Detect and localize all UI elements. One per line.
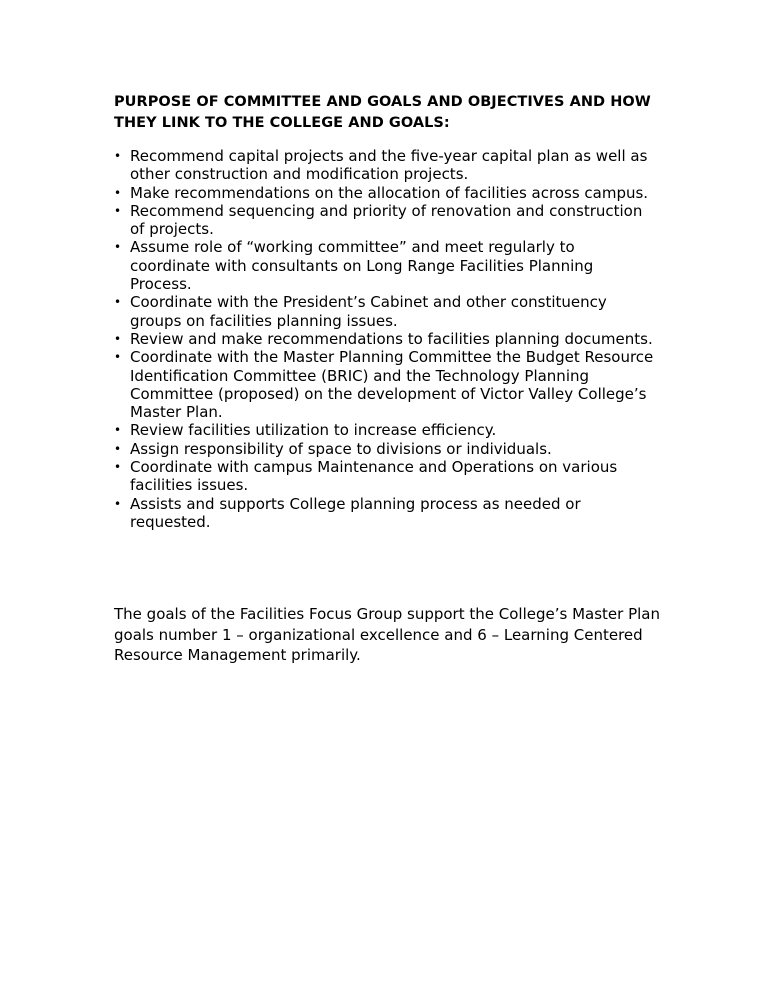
list-item-text: Coordinate with the Master Planning Committee the Budget Resource Identification Committee (BRIC) and the Technology Planning Committee (proposed) on the development of Victor Valley College’s Master Plan.	[130, 348, 654, 422]
list-item-text: Recommend capital projects and the five-year capital plan as well as other construction and modification projects.	[130, 147, 648, 184]
bullet-icon: •	[114, 185, 122, 200]
list-item-text: Review facilities utilization to increase efficiency.	[130, 421, 497, 440]
list-item-text: Assists and supports College planning process as needed or requested.	[130, 494, 581, 531]
bullet-icon: •	[114, 240, 122, 255]
list-item-text: Coordinate with the President’s Cabinet and other constituency groups on facilities planning issues.	[130, 293, 607, 330]
list-item	[114, 238, 654, 293]
bullet-icon: •	[114, 441, 122, 456]
list-item-text: Coordinate with campus Maintenance and Operations on various facilities issues.	[130, 458, 618, 495]
section-heading: PURPOSE OF COMMITTEE AND GOALS AND OBJECTIVES AND HOW THEY LINK TO THE COLLEGE AND GOALS:	[114, 94, 651, 131]
bullet-icon: •	[114, 149, 122, 163]
list-item	[114, 330, 654, 348]
closing-paragraph: The goals of the Facilities Focus Group support the College’s Master Plan goals number 1 – organizational excellence and 6 – Learning Centered Resource Management primarily.	[114, 605, 660, 664]
bullet-icon: •	[114, 203, 122, 218]
bullet-icon: •	[114, 331, 122, 346]
bullet-icon: •	[114, 496, 122, 511]
bullet-icon: •	[114, 423, 122, 438]
list-item	[114, 495, 654, 532]
list-item	[114, 293, 654, 330]
list-item-text: Review and make recommendations to facilities planning documents.	[130, 329, 653, 348]
list-item	[114, 202, 654, 239]
list-item	[114, 184, 654, 202]
list-item	[114, 147, 654, 184]
list-item-text: Make recommendations on the allocation of facilities across campus.	[130, 183, 649, 202]
objectives-list	[114, 147, 654, 531]
list-item-text: Recommend sequencing and priority of renovation and construction of projects.	[130, 201, 643, 239]
bullet-icon: •	[114, 295, 122, 310]
bullet-icon: •	[114, 460, 122, 475]
list-item	[114, 348, 654, 421]
list-item	[114, 421, 654, 439]
bullet-icon: •	[114, 350, 122, 365]
list-item-text: Assume role of “working committee” and meet regularly to coordinate with consultants on Long Range Facilities Planning Process.	[130, 238, 594, 294]
list-item-text: Assign responsibility of space to divisions or individuals.	[130, 439, 552, 458]
list-item	[114, 458, 654, 495]
list-item	[114, 440, 654, 458]
